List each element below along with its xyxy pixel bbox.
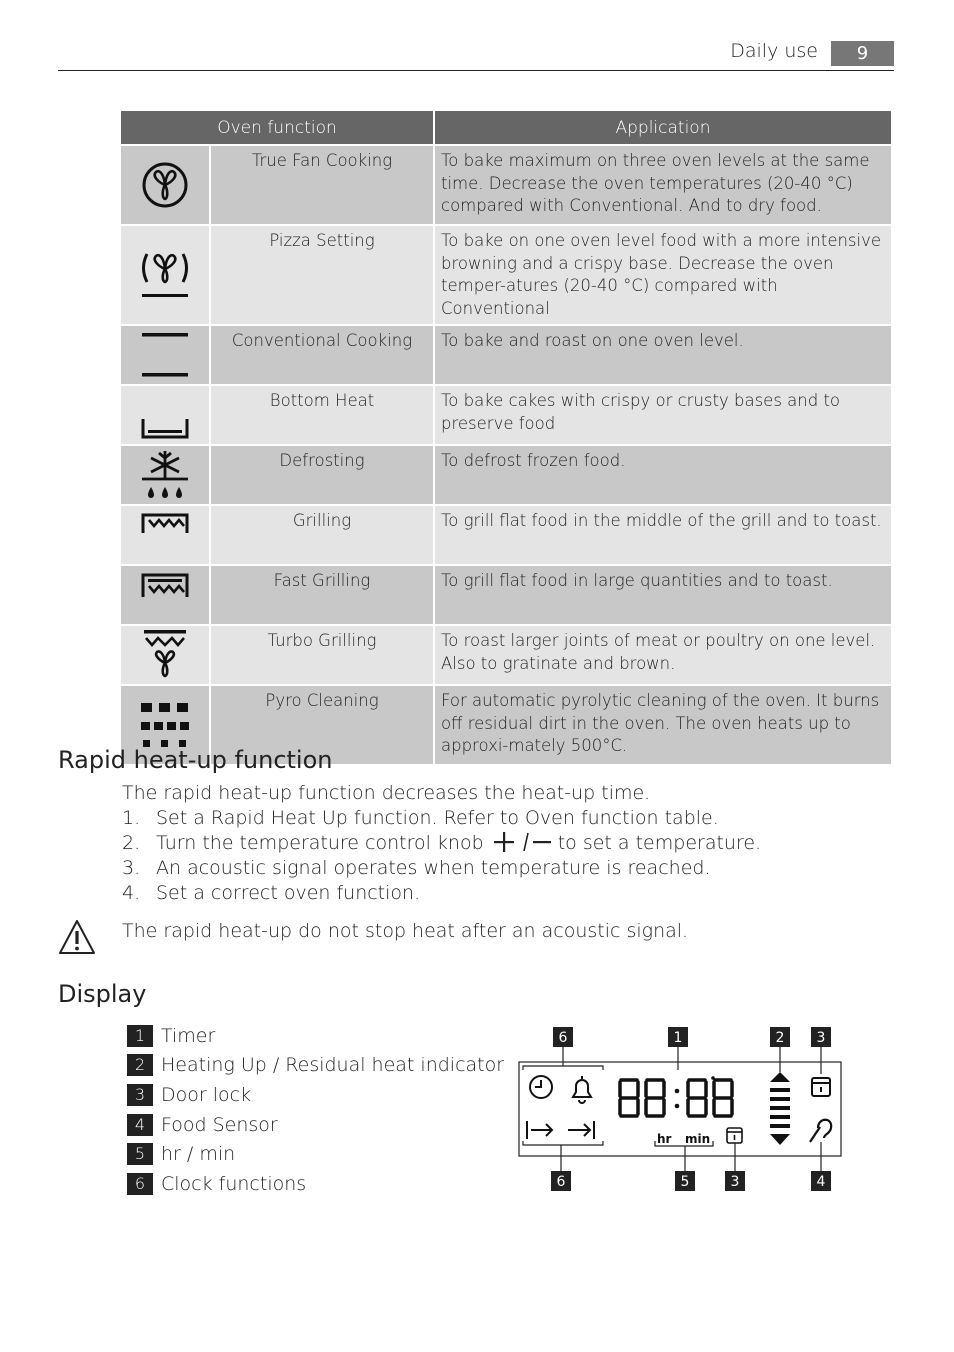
function-name: Turbo Grilling xyxy=(211,626,433,684)
table-row xyxy=(121,446,891,504)
function-name: Grilling xyxy=(211,506,433,564)
callout-bottom-3 xyxy=(725,1143,745,1191)
function-application: To bake maximum on three oven levels at the same time. Decrease the oven temperatures (20-40 °C) compared with Conventional. And to dry food. xyxy=(435,146,891,224)
door-lock-icon xyxy=(812,1078,830,1096)
function-name: Fast Grilling xyxy=(211,566,433,624)
callout-bottom-5 xyxy=(675,1146,695,1191)
table-row xyxy=(121,506,891,564)
function-name: Bottom Heat xyxy=(211,386,433,444)
bottom-heat-icon xyxy=(121,386,209,444)
table-row xyxy=(121,386,891,444)
function-name: Pizza Setting xyxy=(211,226,433,324)
legend-item: 6 Clock functions xyxy=(127,1169,504,1199)
table-row xyxy=(121,566,891,624)
legend-item: 1 Timer xyxy=(127,1021,504,1051)
pizza-setting-icon xyxy=(121,226,209,324)
list-item: 4. Set a correct oven function. xyxy=(122,882,421,904)
bell-icon xyxy=(573,1076,591,1103)
table-row xyxy=(121,326,891,384)
svg-text:6: 6 xyxy=(558,1030,568,1046)
hr-label: hr xyxy=(657,1132,672,1146)
heat-up-indicator xyxy=(770,1072,790,1145)
list-item: 3. An acoustic signal operates when temperature is reached. xyxy=(122,857,711,879)
rapid-intro: The rapid heat-up function decreases the heat-up time. xyxy=(122,782,651,804)
callout-bottom-6 xyxy=(551,1145,571,1191)
function-application: To roast larger joints of meat or poultry on one level. Also to gratinate and brown. xyxy=(435,626,891,684)
function-name: Pyro Cleaning xyxy=(211,686,433,764)
display-legend xyxy=(127,1021,504,1199)
page-header-label: Daily use xyxy=(730,40,818,62)
function-name: True Fan Cooking xyxy=(211,146,433,224)
svg-text:3: 3 xyxy=(730,1174,740,1190)
header-rule xyxy=(58,70,894,71)
function-name: Defrosting xyxy=(211,446,433,504)
function-application: To bake on one oven level food with a more intensive browning and a crispy base. Decrease the oven temper-atures (20-40 °C) compared with Conventional xyxy=(435,226,891,324)
rapid-heading: Rapid heat-up function xyxy=(58,746,333,774)
plus-minus-icon xyxy=(490,832,552,852)
svg-text:6: 6 xyxy=(556,1174,566,1190)
clock-icon xyxy=(530,1076,552,1098)
door-lock-small-icon xyxy=(727,1128,742,1143)
function-application: To defrost frozen food. xyxy=(435,446,891,504)
rapid-steps xyxy=(122,806,761,906)
oven-function-table xyxy=(119,109,893,766)
callout-top-3 xyxy=(811,1027,831,1074)
svg-text:3: 3 xyxy=(816,1030,826,1046)
list-item: 2. Turn the temperature control knob to set a temperature. xyxy=(122,832,762,854)
legend-item: 3 Door lock xyxy=(127,1080,504,1110)
conventional-icon xyxy=(121,326,209,384)
defrost-icon xyxy=(121,446,209,504)
fast-grill-icon xyxy=(121,566,209,624)
grill-icon xyxy=(121,506,209,564)
table-row xyxy=(121,626,891,684)
function-name: Conventional Cooking xyxy=(211,326,433,384)
col-header-application: Application xyxy=(435,111,891,144)
callout-top-2 xyxy=(770,1027,790,1072)
warning-icon xyxy=(57,918,97,956)
function-application: To grill flat food in large quantities and to toast. xyxy=(435,566,891,624)
callout-top-1 xyxy=(668,1027,688,1070)
list-item: 1. Set a Rapid Heat Up function. Refer to Oven function table. xyxy=(122,807,719,829)
turbo-grill-icon xyxy=(121,626,209,684)
callout-top-6 xyxy=(553,1027,573,1066)
time-digits xyxy=(620,1080,732,1116)
display-heading: Display xyxy=(58,980,147,1008)
function-application: To grill flat food in the middle of the grill and to toast. xyxy=(435,506,891,564)
rapid-warning: The rapid heat-up do not stop heat after an acoustic signal. xyxy=(122,920,689,942)
food-sensor-icon xyxy=(810,1120,831,1142)
min-label: min xyxy=(685,1132,711,1146)
svg-text:4: 4 xyxy=(816,1174,826,1190)
svg-text:5: 5 xyxy=(680,1174,690,1190)
page-number: 9 xyxy=(831,41,894,66)
legend-item: 4 Food Sensor xyxy=(127,1110,504,1140)
callout-bottom-4 xyxy=(811,1142,831,1191)
svg-text:1: 1 xyxy=(673,1030,683,1046)
col-header-function: Oven function xyxy=(121,111,433,144)
function-application: To bake cakes with crispy or crusty bases and to preserve food xyxy=(435,386,891,444)
function-application: For automatic pyrolytic cleaning of the oven. It burns off residual dirt in the oven. The oven heats up to approxi-mately 500°C. xyxy=(435,686,891,764)
legend-item: 2 Heating Up / Residual heat indicator xyxy=(127,1051,504,1081)
function-application: To bake and roast on one oven level. xyxy=(435,326,891,384)
legend-item: 5 hr / min xyxy=(127,1139,504,1169)
display-diagram xyxy=(515,1024,847,1196)
table-row xyxy=(121,226,891,324)
end-time-icon xyxy=(568,1121,594,1139)
duration-icon xyxy=(527,1121,552,1139)
svg-text:2: 2 xyxy=(775,1030,785,1046)
fan-icon xyxy=(121,146,209,224)
table-row xyxy=(121,146,891,224)
